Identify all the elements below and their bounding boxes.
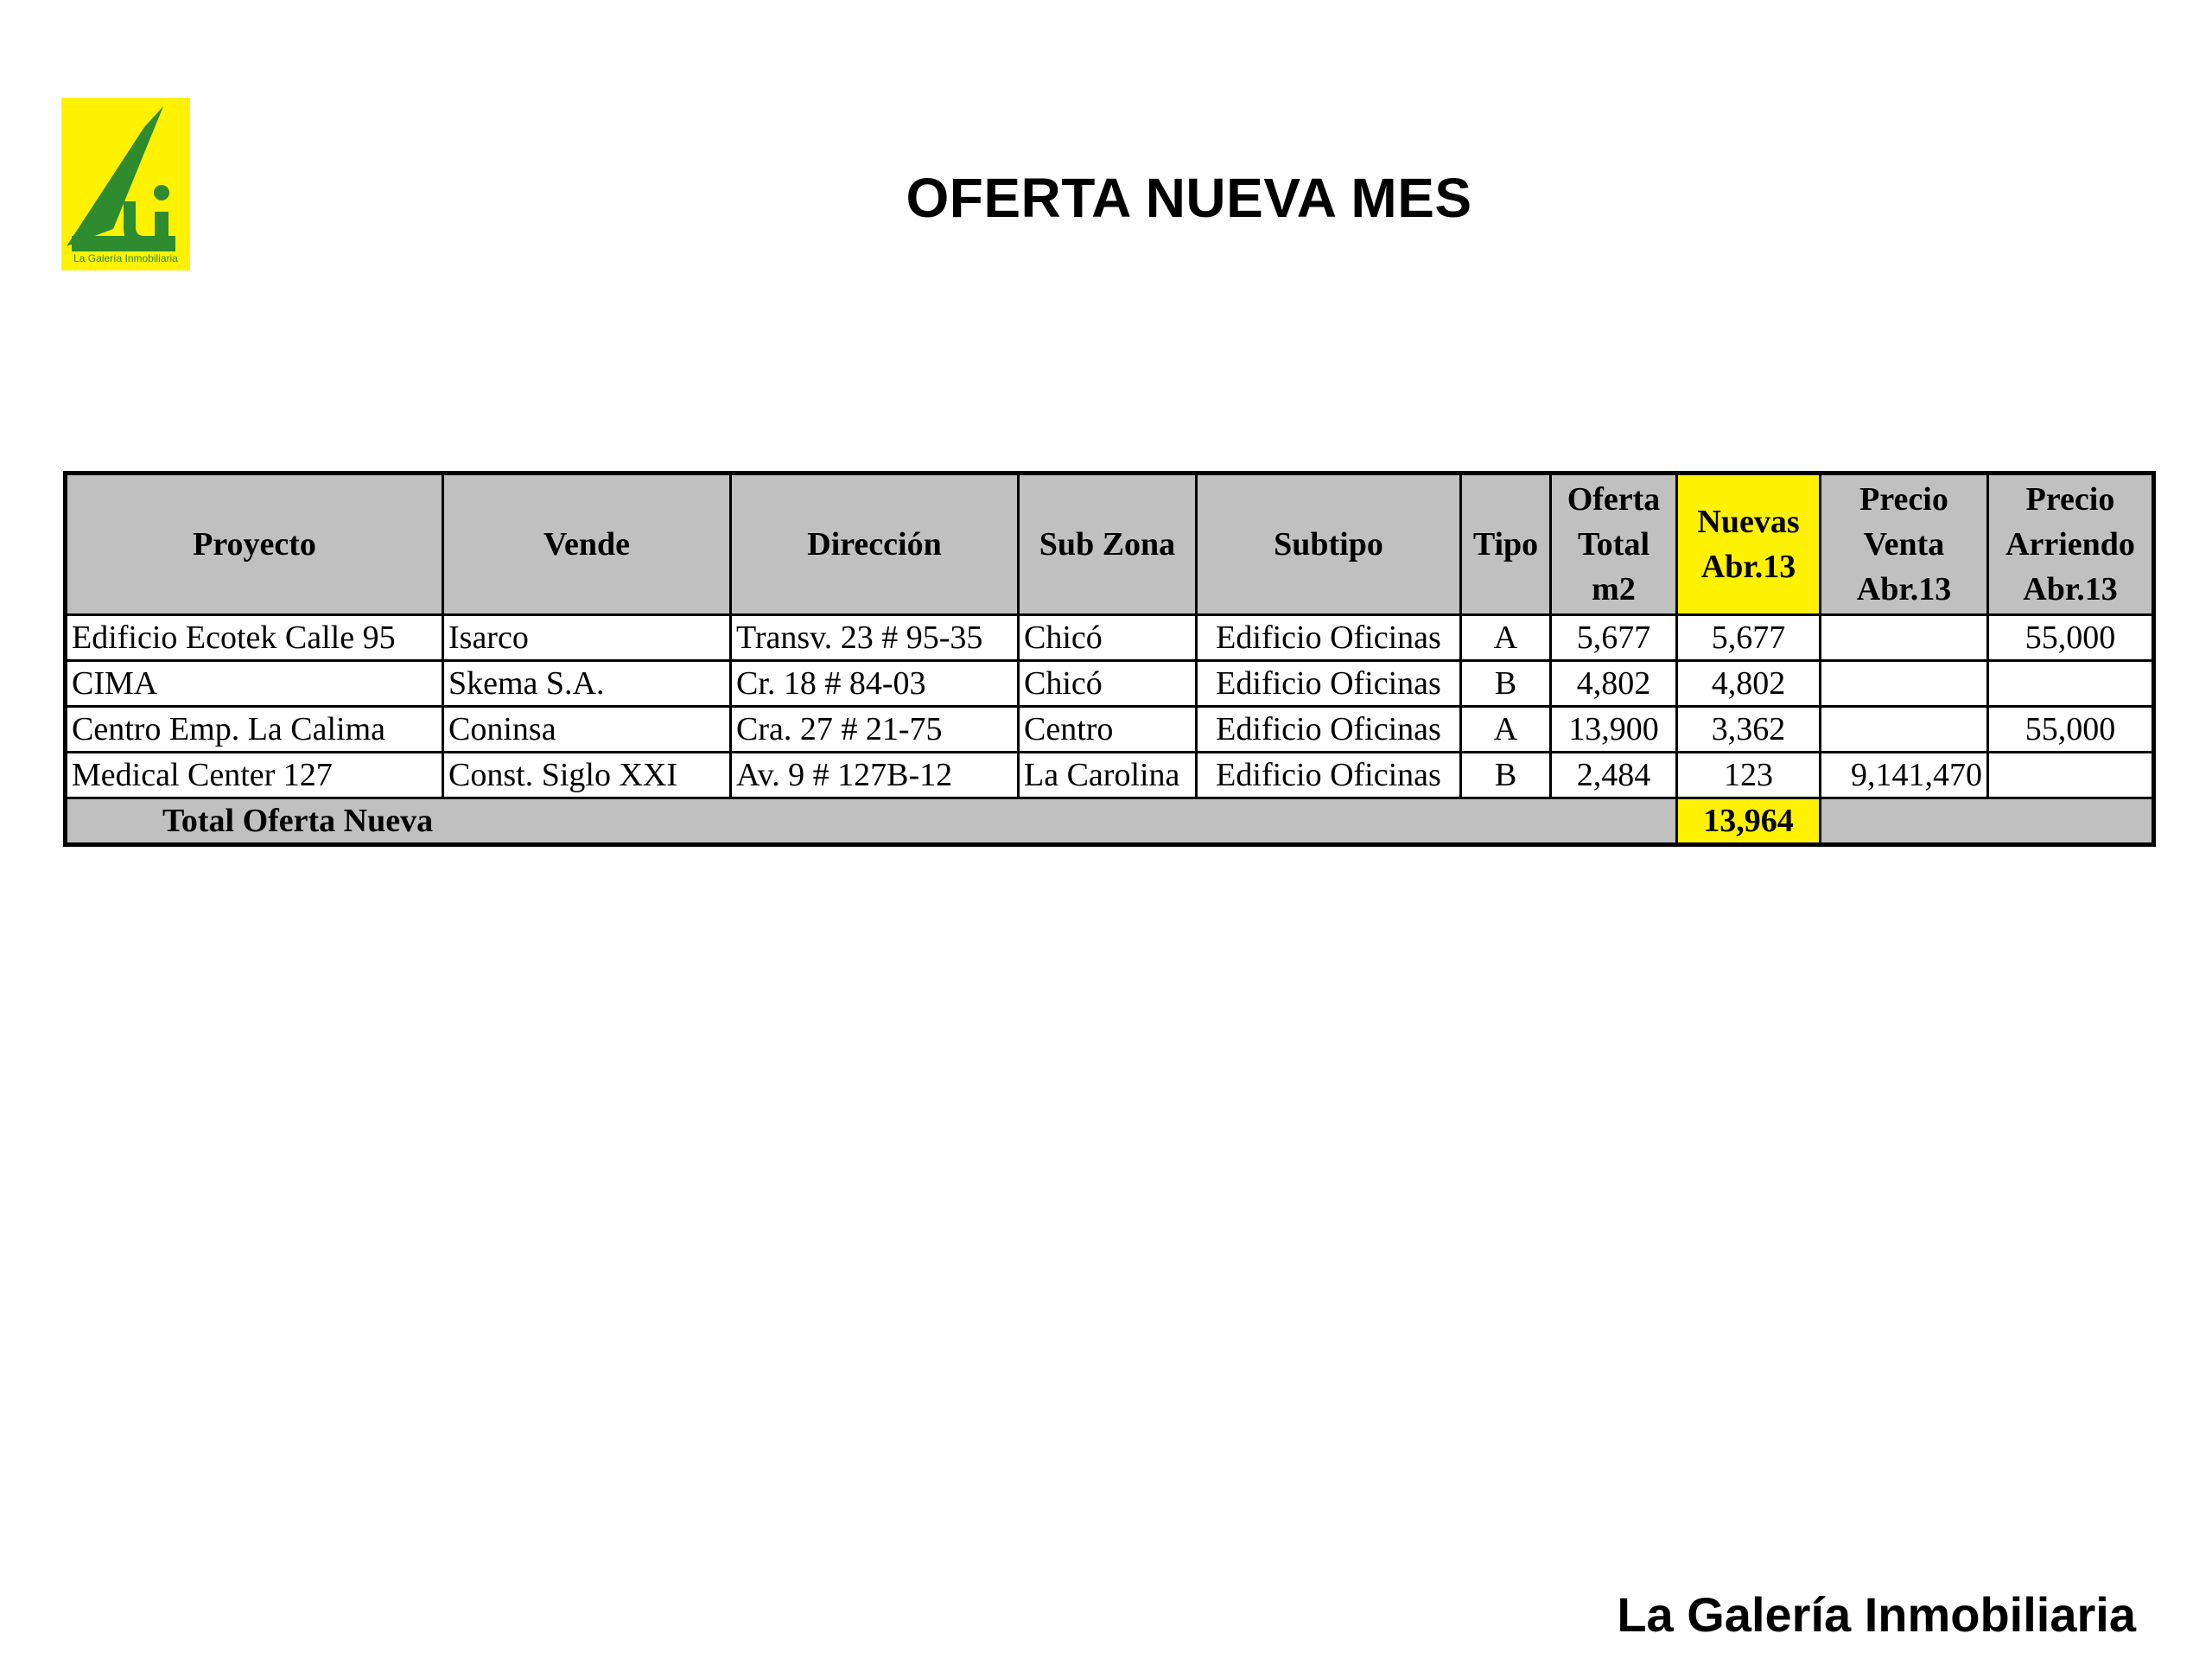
- header-arriendo-line-1: Precio: [2025, 481, 2115, 518]
- cell-direccion: Cra. 27 # 21-75: [731, 707, 1019, 753]
- cell-subzona: Centro: [1019, 707, 1197, 753]
- total-value: 13,964: [1677, 798, 1821, 845]
- cell-subtipo: Edificio Oficinas: [1197, 661, 1461, 707]
- table-header-row: [66, 474, 2154, 615]
- table-row: [66, 707, 2154, 753]
- header-oferta-line-3: m2: [1592, 571, 1636, 607]
- cell-nuevas: 123: [1677, 753, 1821, 798]
- header-vende: Vende: [443, 474, 731, 615]
- cell-subtipo: Edificio Oficinas: [1197, 707, 1461, 753]
- header-direccion: Dirección: [731, 474, 1019, 615]
- cell-proyecto: Medical Center 127: [66, 753, 443, 798]
- header-arriendo-line-3: Abr.13: [2023, 571, 2118, 607]
- cell-direccion: Cr. 18 # 84-03: [731, 661, 1019, 707]
- cell-venta: [1821, 707, 1988, 753]
- cell-proyecto: Edificio Ecotek Calle 95: [66, 615, 443, 661]
- cell-direccion: Av. 9 # 127B-12: [731, 753, 1019, 798]
- header-precio-arriendo: [1988, 474, 2154, 615]
- cell-tipo: B: [1461, 753, 1551, 798]
- cell-nuevas: 4,802: [1677, 661, 1821, 707]
- table-row: [66, 615, 2154, 661]
- cell-nuevas: 3,362: [1677, 707, 1821, 753]
- header-arriendo-line-2: Arriendo: [2005, 526, 2135, 563]
- cell-venta: 9,141,470: [1821, 753, 1988, 798]
- cell-venta: [1821, 615, 1988, 661]
- header-oferta-total: [1551, 474, 1677, 615]
- header-venta-line-3: Abr.13: [1856, 571, 1952, 607]
- cell-venta: [1821, 661, 1988, 707]
- header-nuevas-line-2: Abr.13: [1700, 549, 1796, 585]
- header-oferta-line-2: Total: [1577, 526, 1650, 563]
- header-oferta-line-1: Oferta: [1567, 481, 1661, 518]
- cell-subzona: La Carolina: [1019, 753, 1197, 798]
- total-label: Total Oferta Nueva: [66, 798, 1677, 845]
- total-row: [66, 798, 2154, 845]
- cell-subzona: Chicó: [1019, 661, 1197, 707]
- cell-subzona: Chicó: [1019, 615, 1197, 661]
- header-subtipo: Subtipo: [1197, 474, 1461, 615]
- cell-oferta: 5,677: [1551, 615, 1677, 661]
- cell-tipo: B: [1461, 661, 1551, 707]
- cell-vende: Skema S.A.: [443, 661, 731, 707]
- page-title: OFERTA NUEVA MES: [906, 167, 1472, 229]
- cell-subtipo: Edificio Oficinas: [1197, 615, 1461, 661]
- cell-vende: Const. Siglo XXI: [443, 753, 731, 798]
- cell-tipo: A: [1461, 615, 1551, 661]
- header-nuevas-line-1: Nuevas: [1697, 504, 1800, 540]
- cell-direccion: Transv. 23 # 95-35: [731, 615, 1019, 661]
- header-nuevas: [1677, 474, 1821, 615]
- cell-proyecto: Centro Emp. La Calima: [66, 707, 443, 753]
- cell-vende: Coninsa: [443, 707, 731, 753]
- cell-proyecto: CIMA: [66, 661, 443, 707]
- cell-arriendo: [1988, 661, 2154, 707]
- header-venta-line-1: Precio: [1859, 481, 1948, 518]
- header-venta-line-2: Venta: [1863, 526, 1945, 563]
- header-proyecto: Proyecto: [66, 474, 443, 615]
- footer-company-name: La Galería Inmobiliaria: [1617, 1587, 2136, 1642]
- header-precio-venta: [1821, 474, 1988, 615]
- total-empty-cell: [1821, 798, 2154, 845]
- cell-subtipo: Edificio Oficinas: [1197, 753, 1461, 798]
- cell-tipo: A: [1461, 707, 1551, 753]
- cell-arriendo: [1988, 753, 2154, 798]
- cell-vende: Isarco: [443, 615, 731, 661]
- table-row: [66, 753, 2154, 798]
- cell-nuevas: 5,677: [1677, 615, 1821, 661]
- logo-caption: La Galería Inmobiliaria: [73, 252, 178, 264]
- offers-table: [63, 471, 2156, 847]
- cell-arriendo: 55,000: [1988, 707, 2154, 753]
- table-row: [66, 661, 2154, 707]
- cell-arriendo: 55,000: [1988, 615, 2154, 661]
- cell-oferta: 2,484: [1551, 753, 1677, 798]
- header-subzona: Sub Zona: [1019, 474, 1197, 615]
- header-tipo: Tipo: [1461, 474, 1551, 615]
- cell-oferta: 4,802: [1551, 661, 1677, 707]
- cell-oferta: 13,900: [1551, 707, 1677, 753]
